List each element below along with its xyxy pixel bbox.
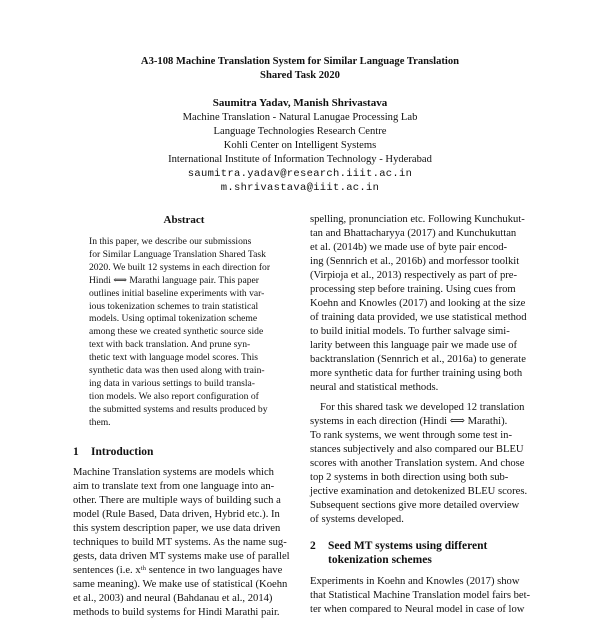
paragraph [310, 401, 532, 527]
abstract-line: for Similar Language Translation Shared Task [89, 248, 266, 260]
abstract-line: them. [89, 416, 111, 428]
author-names: Saumitra Yadav, Manish Shrivastava [212, 97, 388, 109]
abstract-line: outlines initial baseline experiments with var- [89, 287, 265, 299]
body-line: same meaning). We make use of statistical (Koehn [73, 578, 288, 590]
body-line: processing step before training. Using cues from [310, 284, 516, 295]
affiliation-block [40, 111, 560, 195]
body-line: stances subjectively and also compared our BLEU [310, 444, 524, 455]
abstract-heading: Abstract [163, 214, 205, 226]
body-line: methods to build systems for Hindi Marathi pair. [73, 606, 280, 618]
abstract-line: synthetic data was then used along with train- [89, 365, 265, 377]
body-line: gests, data driven MT systems make use of parallel [73, 550, 290, 562]
abstract-line: among these we created synthetic source side [89, 326, 264, 338]
body-line: sentences (i.e. xᵗʰ sentence in two languages have [73, 564, 283, 576]
body-line: aim to translate text from one language into an- [73, 480, 275, 492]
affiliation-line: Language Technologies Research Centre [213, 126, 387, 137]
body-line: other. There are multiple ways of building such a [73, 494, 281, 506]
body-line: (Virpioja et al., 2013) respectively as part of pre- [310, 270, 518, 281]
affiliation-line: International Institute of Information Technology - Hyderabad [168, 154, 432, 165]
body-line: techniques to build MT systems. As the name sug- [73, 536, 287, 548]
section-title-continued: tokenization schemes [328, 554, 432, 566]
title-line-2: Shared Task 2020 [260, 70, 340, 81]
body-line: For this shared task we developed 12 translation [320, 402, 525, 413]
body-line: to build initial models. To further salvage simi- [310, 326, 510, 337]
abstract-line: In this paper, we describe our submissions [89, 236, 252, 247]
right-column [310, 213, 532, 617]
body-line: this system description paper, we use data driven [73, 522, 281, 534]
paragraph [310, 575, 532, 617]
body-line: Machine Translation systems are models which [73, 466, 274, 478]
abstract-line: 2020. We built 12 systems in each direction for [89, 261, 271, 273]
title-line-1: A3-108 Machine Translation System for Similar Language Translation [140, 56, 460, 67]
abstract-line: models. Using optimal tokenization scheme [89, 313, 258, 325]
section-title: Seed MT systems using different [328, 540, 488, 552]
body-line: Koehn and Knowles (2017) and looking at the size [310, 298, 526, 309]
body-line: top 2 systems in both direction using both sub- [310, 472, 509, 483]
body-line: ter when compared to Neural model in case of low [310, 604, 525, 615]
body-line: Experiments in Koehn and Knowles (2017) show [310, 576, 520, 587]
abstract-line: ing data in various settings to build transla- [89, 377, 255, 389]
body-line: neural and statistical methods. [310, 382, 439, 393]
abstract-line: the submitted systems and results produced by [89, 403, 268, 415]
abstract [73, 213, 295, 430]
section-title: Introduction [91, 445, 154, 458]
author-email[interactable]: saumitra.yadav@research.iiit.ac.in [187, 168, 413, 180]
paragraph [310, 213, 532, 395]
introduction-body [73, 466, 295, 620]
body-line: jective examination and detokenized BLEU scores. [310, 486, 528, 497]
body-line: backtranslation (Sennrich et al., 2016a) to generate [310, 354, 526, 365]
body-line: et al. (2014b) we made use of byte pair encod- [310, 242, 508, 253]
body-line: that Statistical Machine Translation model fairs bet- [310, 590, 531, 601]
left-column [73, 213, 295, 620]
abstract-line: ious tokenization schemes to train statistical [89, 300, 259, 312]
affiliation-line: Machine Translation - Natural Lanugae Processing Lab [182, 112, 418, 123]
body-line: spelling, pronunciation etc. Following Kunchukut- [310, 214, 525, 225]
body-line: scores with another Translation system. And chose [310, 458, 525, 469]
paper-title [40, 55, 560, 83]
body-line: larity between this language pair we made use of [310, 340, 518, 351]
body-line: model (Rule Based, Data driven, Hybrid etc.). In [73, 508, 280, 520]
body-line: systems in each direction (Hindi ⟺ Marathi). [310, 416, 508, 427]
body-line: of training data provided, we use statistical method [310, 312, 527, 323]
author-email[interactable]: m.shrivastava@iiit.ac.in [220, 182, 380, 194]
section-heading-introduction [73, 445, 295, 459]
abstract-line: text with back translation. And prune syn- [89, 339, 251, 351]
abstract-line: thetic text with language model scores. This [89, 352, 259, 364]
section-number: 2 [310, 540, 316, 552]
body-line: of systems developed. [310, 514, 404, 525]
section-number: 1 [73, 445, 79, 458]
affiliation-line: Kohli Center on Intelligent Systems [223, 140, 377, 151]
abstract-line: tion models. We also report configuration of [89, 390, 259, 402]
body-line: To rank systems, we went through some test in- [310, 430, 512, 441]
section-heading-seed-mt [310, 539, 532, 553]
body-line: et al., 2003) and neural (Bahdanau et al., 2014) [73, 592, 273, 604]
body-line: Subsequent sections give more detailed overview [310, 500, 520, 511]
abstract-line: Hindi ⟺ Marathi language pair. This paper [89, 274, 259, 286]
body-line: tan and Bhattacharyya (2017) and Kunchukuttan [310, 228, 517, 239]
body-line: ing (Sennrich et al., 2016b) and morfessor toolkit [310, 256, 520, 267]
body-line: more synthetic data for further training using both [310, 368, 523, 379]
